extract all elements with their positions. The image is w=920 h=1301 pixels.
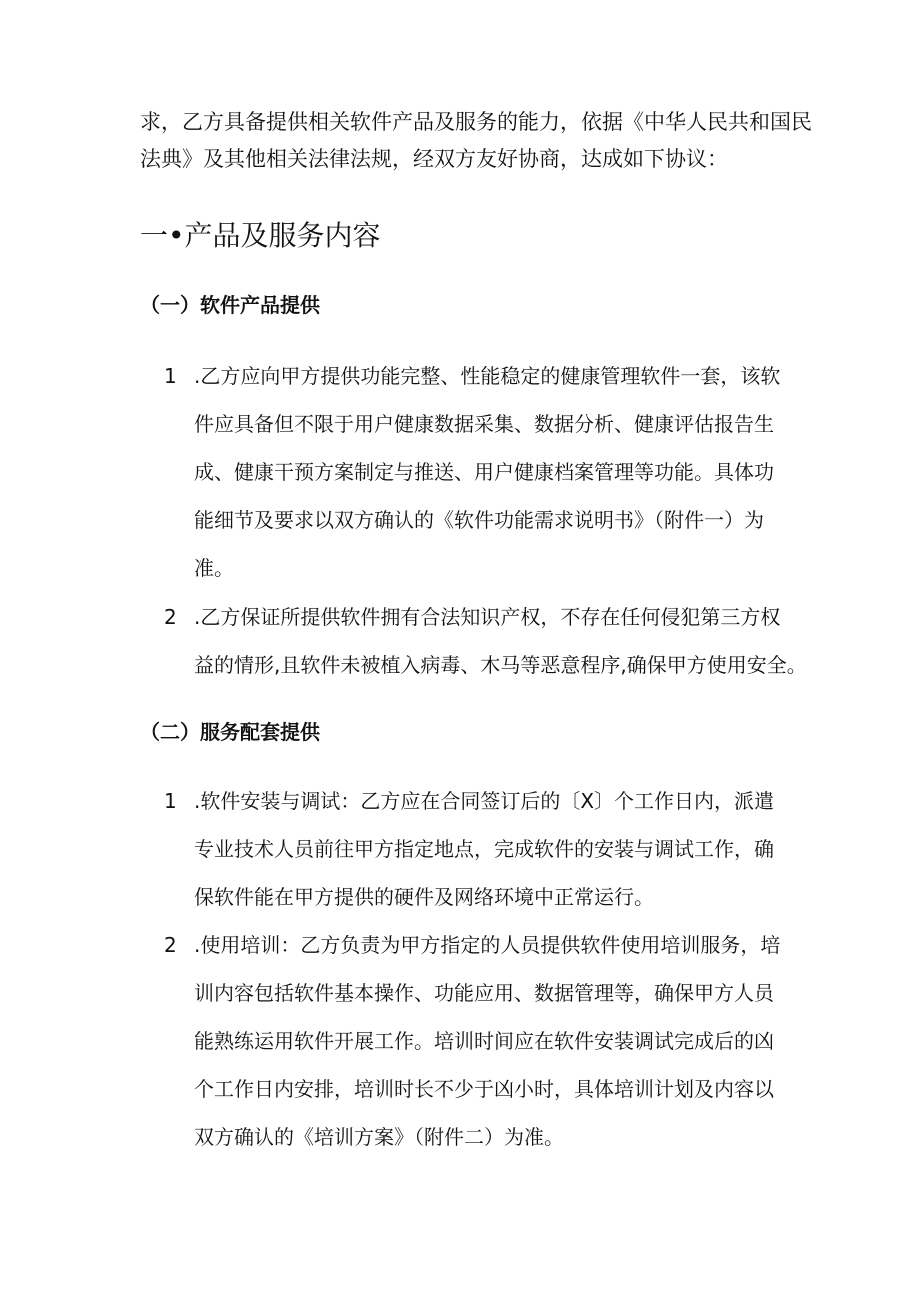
list-item-line: .软件安装与调试：乙方应在合同签订后的〔X〕个工作日内，派遣 <box>194 789 775 813</box>
list-item <box>164 777 804 921</box>
list-item-line: 成、健康干预方案制定与推送、用户健康档案管理等功能。具体功 <box>194 460 774 484</box>
list-item-number: 2 <box>164 605 177 629</box>
list-item <box>164 352 804 592</box>
intro-line: 求，乙方具备提供相关软件产品及服务的能力，依据《中华人民共和国民 <box>140 110 812 134</box>
list-item-line: 件应具备但不限于用户健康数据采集、数据分析、健康评估报告生 <box>194 412 774 436</box>
list-item-line: 专业技术人员前往甲方指定地点，完成软件的安装与调试工作，确 <box>194 837 774 861</box>
list-item-line: .乙方保证所提供软件拥有合法知识产权，不存在任何侵犯第三方权 <box>194 605 781 629</box>
list-item <box>164 921 804 1161</box>
intro-paragraph <box>140 104 812 178</box>
list-item-line: 保软件能在甲方提供的硬件及网络环境中正常运行。 <box>194 885 654 909</box>
list-item-number: 1 <box>164 789 177 813</box>
list-item-line: 益的情形,且软件未被植入病毒、木马等恶意程序,确保甲方使用安全。 <box>194 653 807 677</box>
list-item-line: 能细节及要求以双方确认的《软件功能需求说明书》（附件一）为 <box>194 508 764 532</box>
list-item-number: 2 <box>164 933 177 957</box>
list-item-line: 个工作日内安排，培训时长不少于凶小时，具体培训计划及内容以 <box>194 1077 774 1101</box>
subsection-heading-services: （二）服务配套提供 <box>140 720 320 744</box>
list-item-line: .乙方应向甲方提供功能完整、性能稳定的健康管理软件一套，该软 <box>194 364 781 388</box>
list-item-line: 准。 <box>194 556 234 580</box>
list-item-line: 训内容包括软件基本操作、功能应用、数据管理等，确保甲方人员 <box>194 981 774 1005</box>
list-item-line: .使用培训：乙方负责为甲方指定的人员提供软件使用培训服务，培 <box>194 933 781 957</box>
section-heading: 一•产品及服务内容 <box>140 219 381 252</box>
list-item-line: 双方确认的《培训方案》（附件二）为准。 <box>194 1125 564 1149</box>
list-item-line: 能熟练运用软件开展工作。培训时间应在软件安装调试完成后的凶 <box>194 1029 774 1053</box>
list-item-number: 1 <box>164 364 177 388</box>
intro-line: 法典》及其他相关法律法规，经双方友好协商，达成如下协议： <box>140 147 728 171</box>
subsection-heading-software: （一）软件产品提供 <box>140 293 320 317</box>
list-item <box>164 593 807 689</box>
